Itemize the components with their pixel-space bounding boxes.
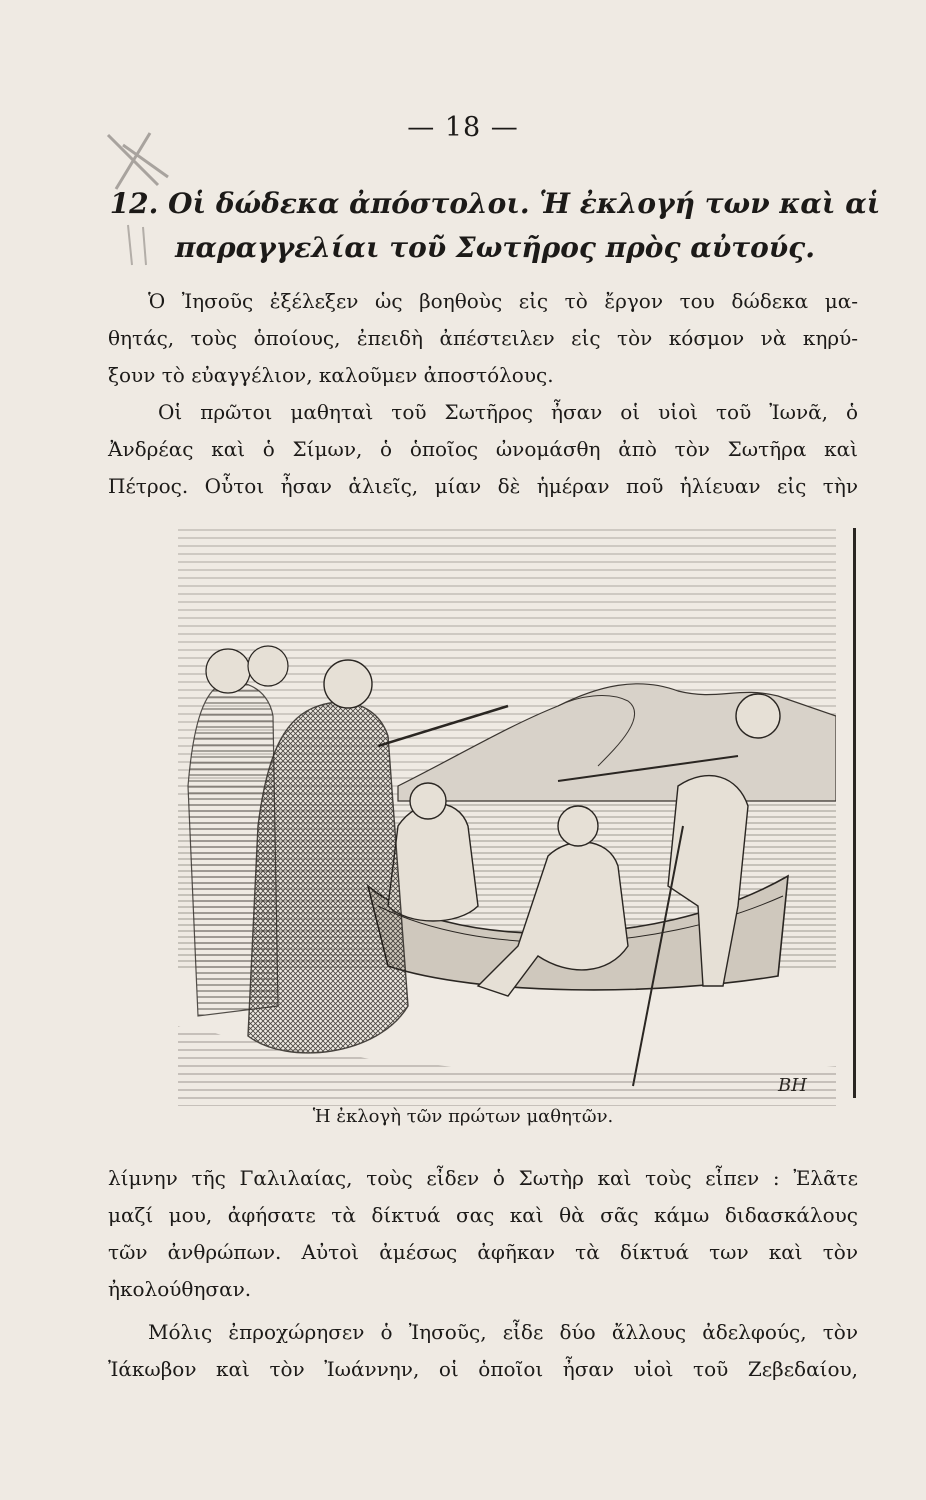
paragraph-3	[108, 1160, 858, 1308]
text-line: λίμνην τῆς Γαλιλαίας, τοὺς εἶδεν ὁ Σωτὴρ καὶ τοὺς εἶπεν : Ἐλᾶτε	[108, 1166, 858, 1190]
text-line: θητάς, τοὺς ὁποίους, ἐπειδὴ ἀπέστειλεν εἰς τὸν κόσμον νὰ κηρύ-	[108, 326, 858, 350]
figure-caption: Ἡ ἐκλογὴ τῶν πρώτων μαθητῶν.	[312, 1106, 614, 1127]
text-line: Μόλις ἐπροχώρησεν ὁ Ἰησοῦς, εἶδε δύο ἄλλους ἀδελφούς, τὸν	[148, 1320, 858, 1344]
paragraph-4	[108, 1314, 858, 1388]
text-line: Οἱ πρῶτοι μαθηταὶ τοῦ Σωτῆρος ἦσαν οἱ υἱοὶ τοῦ Ἰωνᾶ, ὁ	[158, 400, 858, 424]
heading-line-1: 12. Οἱ δώδεκα ἀπόστολοι. Ἡ ἐκλογή των καὶ αἱ	[109, 187, 881, 220]
heading-line-2: παραγγελίαι τοῦ Σωτῆρος πρὸς αὐτούς.	[175, 231, 815, 264]
seated-fisherman	[388, 804, 478, 922]
engraving-illustration	[178, 526, 836, 1106]
text-line: μαζί μου, ἀφήσατε τὰ δίκτυά σας καὶ θὰ σᾶς κάμω διδασκάλους	[108, 1203, 858, 1227]
section-heading	[100, 182, 890, 270]
text-line: ἠκολούθησαν.	[108, 1277, 252, 1301]
paragraph-1	[108, 283, 858, 394]
margin-rule	[853, 528, 856, 1098]
text-line: ξουν τὸ εὐαγγέλιον, καλοῦμεν ἀποστόλους.	[108, 363, 554, 387]
text-line: Πέτρος. Οὗτοι ἦσαν ἁλιεῖς, μίαν δὲ ἡμέραν ποῦ ἡλίευαν εἰς τὴν	[108, 474, 858, 498]
apostle-figure	[188, 682, 278, 1016]
text-line: Ἀνδρέας καὶ ὁ Σίμων, ὁ ὁποῖος ὠνομάσθη ἀπὸ τὸν Σωτῆρα καὶ	[108, 437, 858, 461]
text-line: τῶν ἀνθρώπων. Αὐτοὶ ἀμέσως ἀφῆκαν τὰ δίκτυά των καὶ τὸν	[108, 1240, 858, 1264]
text-line: Ἰάκωβον καὶ τὸν Ἰωάννην, οἱ ὁποῖοι ἦσαν υἱοὶ τοῦ Ζεβεδαίου,	[108, 1357, 858, 1381]
engraver-signature: BH	[778, 1075, 807, 1096]
paragraph-2	[108, 394, 858, 505]
text-line: Ὁ Ἰησοῦς ἐξέλεξεν ὡς βοηθοὺς εἰς τὸ ἔργον του δώδεκα μα-	[148, 289, 858, 313]
page-number: — 18 —	[407, 112, 519, 143]
